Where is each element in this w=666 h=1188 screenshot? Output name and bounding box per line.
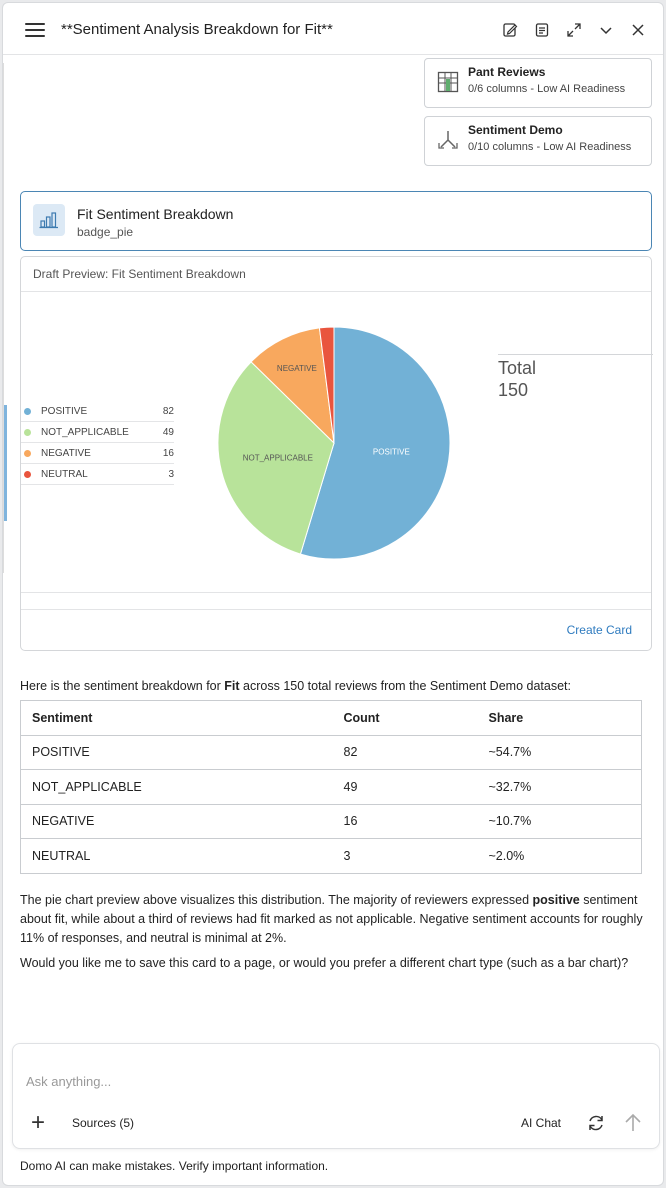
- page-title: **Sentiment Analysis Breakdown for Fit**: [61, 21, 333, 38]
- intro-bold: Fit: [224, 679, 240, 693]
- column-header: Share: [478, 701, 642, 736]
- legend-label: POSITIVE: [41, 406, 88, 417]
- table-cell: 82: [333, 735, 478, 770]
- table-row: [21, 804, 642, 839]
- legend-value: 16: [162, 448, 174, 459]
- table-cell: NEGATIVE: [21, 804, 333, 839]
- legend-label: NEGATIVE: [41, 448, 91, 459]
- draft-preview: [20, 256, 652, 651]
- dataset-card-pant-reviews[interactable]: [424, 58, 652, 108]
- send-icon[interactable]: [622, 1112, 644, 1134]
- refresh-icon[interactable]: [585, 1112, 607, 1134]
- legend-value: 82: [162, 406, 174, 417]
- expand-icon[interactable]: [563, 19, 585, 41]
- table-cell: POSITIVE: [21, 735, 333, 770]
- left-gutter: [3, 63, 7, 573]
- column-header: Count: [333, 701, 478, 736]
- table-cell: NEUTRAL: [21, 839, 333, 874]
- legend-label: NEUTRAL: [41, 469, 88, 480]
- legend-item: [21, 422, 174, 443]
- legend-item: [21, 443, 174, 464]
- table-cell: NOT_APPLICABLE: [21, 770, 333, 805]
- chat-input-box: [12, 1043, 660, 1149]
- pie-slice-label: NEGATIVE: [276, 364, 317, 374]
- add-icon[interactable]: +: [31, 1109, 46, 1136]
- legend-swatch: [24, 429, 31, 436]
- table-cell: ~2.0%: [478, 839, 642, 874]
- table-cell: ~32.7%: [478, 770, 642, 805]
- sources-button[interactable]: Sources (5): [72, 1116, 135, 1130]
- table-cell: ~10.7%: [478, 804, 642, 839]
- preview-title: Draft Preview: Fit Sentiment Breakdown: [33, 267, 246, 281]
- dataset-readiness: 0/6 columns - Low AI Readiness: [468, 83, 626, 95]
- table-row: [21, 770, 642, 805]
- chevron-down-icon[interactable]: [595, 19, 617, 41]
- notes-icon[interactable]: [531, 19, 553, 41]
- table-cell: 3: [333, 839, 478, 874]
- bar-chart-icon: [33, 204, 65, 236]
- edit-icon[interactable]: [499, 19, 521, 41]
- table-icon: [437, 71, 459, 93]
- legend-item: [21, 401, 174, 422]
- dataset-card-sentiment-demo[interactable]: [424, 116, 652, 166]
- legend-value: 49: [162, 427, 174, 438]
- chart-legend: [21, 401, 174, 485]
- ai-chat-mode[interactable]: AI Chat: [521, 1116, 562, 1130]
- panel-header: [3, 3, 663, 55]
- analysis-prefix: The pie chart preview above visualizes this distribution. The majority of reviewers expressed: [20, 893, 533, 907]
- create-card-link[interactable]: Create Card: [566, 623, 632, 637]
- chat-input[interactable]: [26, 1070, 626, 1092]
- pie-slice-label: NOT_APPLICABLE: [242, 453, 313, 463]
- legend-item: [21, 464, 174, 485]
- total-value: 150: [498, 380, 529, 400]
- intro-text: [20, 677, 648, 696]
- pie-chart: [216, 325, 452, 561]
- disclaimer: Domo AI can make mistakes. Verify important information.: [20, 1159, 329, 1173]
- card-type: badge_pie: [77, 225, 134, 239]
- intro-suffix: across 150 total reviews from the Sentiment Demo dataset:: [239, 679, 571, 693]
- legend-swatch: [24, 408, 31, 415]
- ai-chat-panel: [2, 2, 664, 1186]
- total-label: Total: [498, 358, 537, 378]
- sentiment-table: [20, 700, 642, 874]
- card-name: Fit Sentiment Breakdown: [77, 206, 234, 222]
- menu-icon[interactable]: [25, 23, 45, 37]
- analysis-text: [20, 891, 648, 948]
- dataset-readiness: 0/10 columns - Low AI Readiness: [468, 141, 632, 153]
- total-summary: [498, 354, 653, 400]
- column-header: Sentiment: [21, 701, 333, 736]
- intro-prefix: Here is the sentiment breakdown for: [20, 679, 225, 693]
- close-icon[interactable]: [627, 19, 649, 41]
- table-header-row: [21, 701, 642, 736]
- legend-value: 3: [168, 469, 174, 480]
- table-row: [21, 839, 642, 874]
- table-cell: ~54.7%: [478, 735, 642, 770]
- legend-label: NOT_APPLICABLE: [41, 427, 129, 438]
- card-summary[interactable]: [20, 191, 652, 251]
- pie-slice-label: POSITIVE: [372, 447, 410, 457]
- dataset-name: Sentiment Demo: [468, 123, 563, 137]
- dataset-name: Pant Reviews: [468, 65, 546, 79]
- legend-swatch: [24, 450, 31, 457]
- merge-icon: [437, 129, 459, 151]
- legend-swatch: [24, 471, 31, 478]
- followup-question: Would you like me to save this card to a page, or would you prefer a different chart type (such as a bar chart)?: [20, 956, 629, 970]
- header-actions: [499, 19, 649, 41]
- table-row: [21, 735, 642, 770]
- table-cell: 49: [333, 770, 478, 805]
- analysis-suffix: sentiment about fit, while about a third of reviews had fit marked as not applicable. Negative sentiment accounts for roughly 11% of responses, and neutral is minimal at 2%.: [20, 893, 643, 945]
- analysis-bold: positive: [532, 893, 580, 907]
- table-cell: 16: [333, 804, 478, 839]
